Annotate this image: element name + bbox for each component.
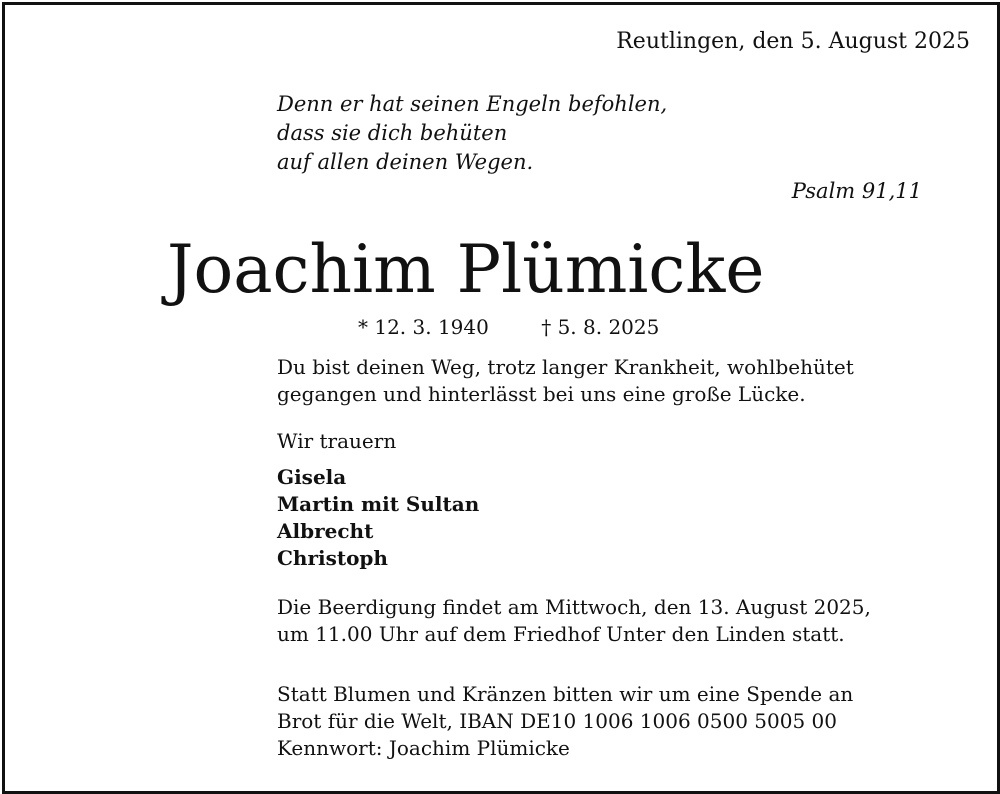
verse-line: dass sie dich behüten (277, 121, 508, 145)
farewell-line: Du bist deinen Weg, trotz langer Krankheit, wohlbehütet (277, 355, 854, 379)
funeral-details (277, 594, 871, 648)
deceased-name: Joachim Plümicke (167, 231, 765, 308)
verse-line: Denn er hat seinen Engeln befohlen, (277, 92, 668, 116)
donation-request (277, 681, 853, 762)
mourner-name: Christoph (277, 546, 388, 570)
funeral-line: um 11.00 Uhr auf dem Friedhof Unter den Linden statt. (277, 622, 845, 646)
mourner-name: Martin mit Sultan (277, 492, 480, 516)
funeral-line: Die Beerdigung findet am Mittwoch, den 13. August 2025, (277, 595, 871, 619)
donation-line: Kennwort: Joachim Plümicke (277, 736, 570, 760)
mourner-list (277, 464, 479, 572)
farewell-line: gegangen und hinterlässt bei uns eine große Lücke. (277, 382, 806, 406)
donation-line: Statt Blumen und Kränzen bitten wir um eine Spende an (277, 682, 854, 706)
donation-line: Brot für die Welt, IBAN DE10 1006 1006 0500 5005 00 (277, 709, 838, 733)
birth-date: * 12. 3. 1940 (358, 315, 489, 339)
verse-reference: Psalm 91,11 (791, 179, 922, 203)
life-dates (358, 314, 659, 340)
mourner-name: Albrecht (277, 519, 374, 543)
verse-line: auf allen deinen Wegen. (277, 150, 534, 174)
place-date: Reutlingen, den 5. August 2025 (616, 29, 970, 54)
mourning-intro: Wir trauern (277, 429, 397, 453)
death-date: † 5. 8. 2025 (541, 315, 660, 339)
farewell-text (277, 354, 854, 408)
mourner-name: Gisela (277, 465, 347, 489)
bible-verse (277, 90, 667, 177)
